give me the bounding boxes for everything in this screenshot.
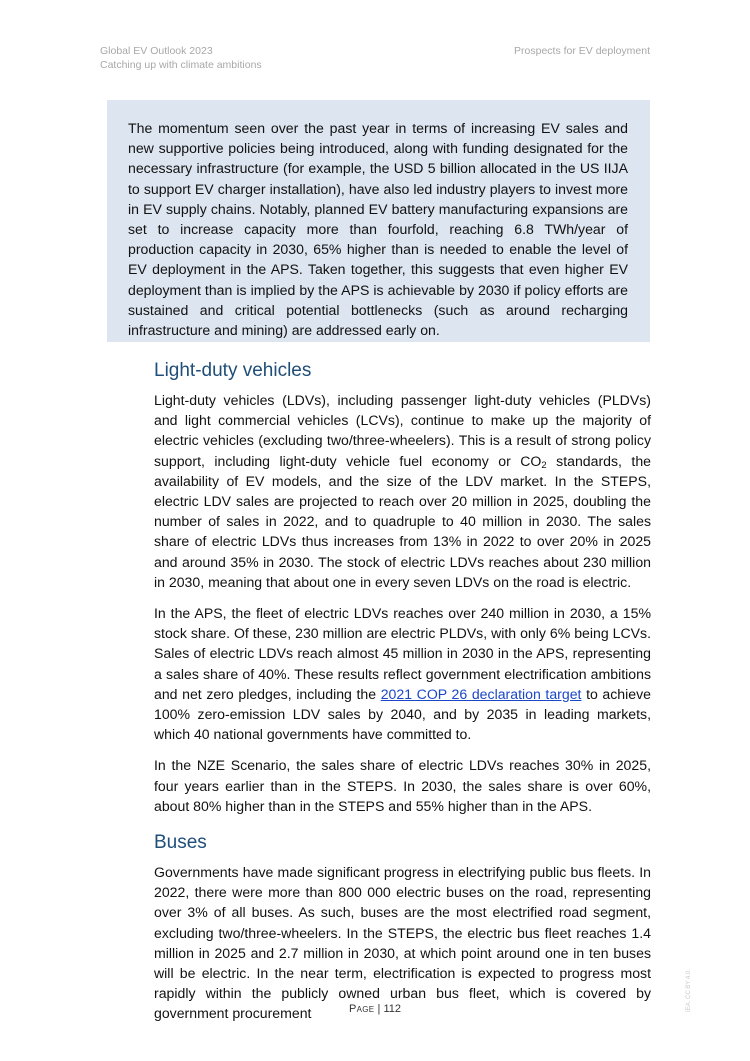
- page-footer: [0, 1003, 750, 1015]
- co2-subscript: 2: [541, 459, 547, 471]
- section-heading-light-duty-vehicles: Light-duty vehicles: [154, 360, 312, 381]
- report-subtitle: Catching up with climate ambitions: [100, 59, 262, 71]
- ldv-paragraph-1: [154, 390, 651, 592]
- license-note: IEA. CC BY 4.0.: [686, 969, 692, 1012]
- ldv-p1-text-a: Light-duty vehicles (LDVs), including passenger light-duty vehicles (PLDVs) and light commercial vehicles (LCVs), continue to make up the majority of electric vehicles (excluding two/three-wheelers). This is a result of strong policy support, including light-duty vehicle fuel economy or CO: [154, 392, 651, 469]
- page-number: 112: [383, 1003, 401, 1015]
- ldv-paragraph-2: [154, 603, 651, 744]
- ldv-p2-text-b: to achieve 100% zero-emission LDV sales by 2040, and by 2035 in leading markets, which 40 national governments have committed to.: [154, 685, 652, 743]
- ldv-p1-text-b: standards, the availability of EV models, and the size of the LDV market. In the STEPS, electric LDV sales are projected to reach over 20 million in 2025, doubling the number of sales in 2022, and to quadruple to 40 million in 2030. The sales share of electric LDVs thus increases from 13% in 2022 to over 20% in 2025 and around 35% in 2030. The stock of electric LDVs reaches about 230 million in 2030, meaning that about one in every seven LDVs on the road is electric.: [154, 452, 652, 590]
- chapter-title: Prospects for EV deployment: [514, 45, 650, 57]
- ldv-p2-text-a: In the APS, the fleet of electric LDVs reaches over 240 million in 2030, a 15% stock share. Of these, 230 million are electric PLDVs, with only 6% being LCVs. Sales of electric LDVs reach almost 45 million in 2030 in the APS, representing a sales share of 40%. These results reflect government electrification ambitions and net zero pledges, including the: [154, 605, 651, 702]
- page-label: Page: [349, 1003, 375, 1015]
- cop26-declaration-link[interactable]: 2021 COP 26 declaration target: [380, 685, 582, 702]
- report-title: Global EV Outlook 2023: [100, 45, 213, 57]
- page-separator: |: [374, 1003, 384, 1015]
- ldv-paragraph-3: In the NZE Scenario, the sales share of electric LDVs reaches 30% in 2025, four years earlier than in the STEPS. In 2030, the sales share is over 60%, about 80% higher than in the STEPS and 55% higher than in the APS.: [154, 757, 651, 814]
- callout-paragraph: The momentum seen over the past year in terms of increasing EV sales and new supportive policies being introduced, along with funding designated for the necessary infrastructure (for example, the USD 5 billion allocated in the US IIJA to support EV charger installation), have also led industry players to invest more in EV supply chains. Notably, planned EV battery manufacturing expansions are set to increase capacity more than fourfold, reaching 6.8 TWh/year of production capacity in 2030, 65% higher than is needed to enable the level of EV deployment in the APS. Taken together, this suggests that even higher EV deployment than is implied by the APS is achievable by 2030 if policy efforts are sustained and critical potential bottlenecks (such as around recharging infrastructure and mining) are addressed early on.: [128, 120, 628, 339]
- main-content: [154, 358, 651, 1035]
- buses-paragraph-1: Governments have made significant progress in electrifying public bus fleets. In 2022, there were more than 800 000 electric buses on the road, representing over 3% of all buses. As such, buses are the most electrified road segment, excluding two/three-wheelers. In the STEPS, the electric bus fleet reaches 1.4 million in 2025 and 2.7 million in 2030, at which point around one in ten buses will be electric. In the near term, electrification is expected to progress most rapidly within the publicly owned urban bus fleet, which is covered by government procurement: [154, 864, 651, 1022]
- section-heading-buses: Buses: [154, 832, 207, 854]
- callout-box: [107, 100, 650, 342]
